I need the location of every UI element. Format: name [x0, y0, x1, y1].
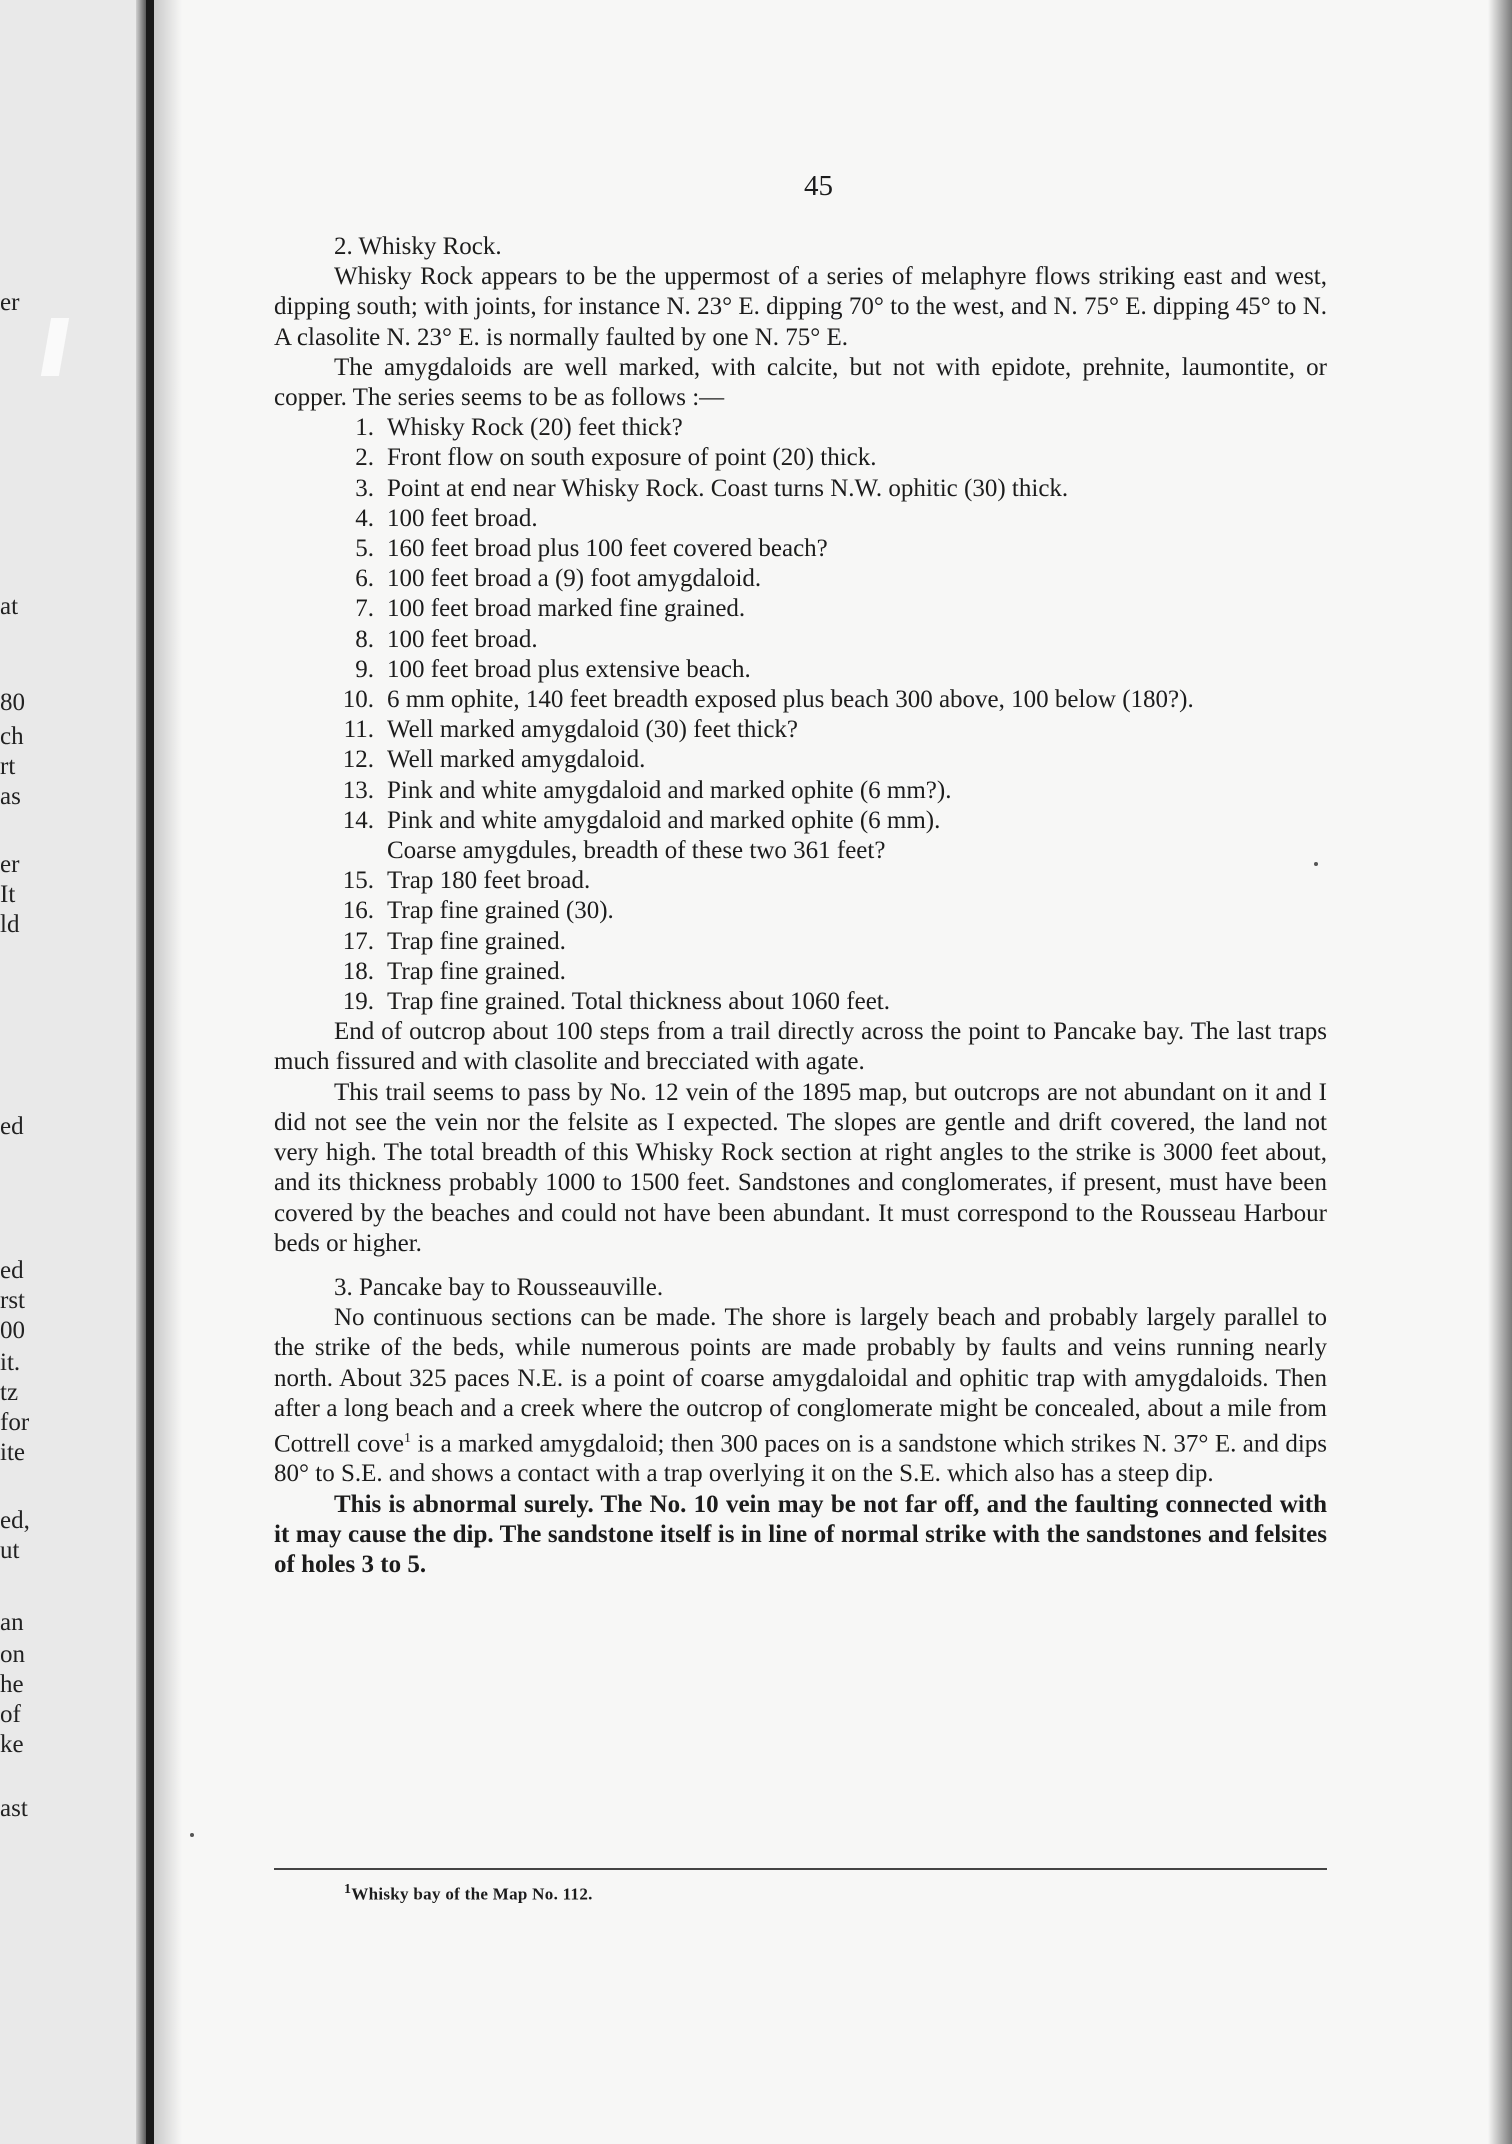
- list-item: 17. Trap fine grained.: [342, 927, 566, 955]
- page: [154, 0, 1512, 2144]
- left-fragment: 80: [0, 689, 25, 716]
- left-fragment: for: [0, 1409, 30, 1436]
- left-fragment: tz: [0, 1379, 19, 1406]
- list-item: 9. 100 feet broad plus extensive beach.: [355, 655, 751, 683]
- left-fragment: ke: [0, 1731, 24, 1758]
- page-number: 45: [804, 170, 833, 202]
- left-fragment: 00: [0, 1317, 25, 1344]
- list-item: 4. 100 feet broad.: [355, 504, 538, 532]
- list-item: 5. 160 feet broad plus 100 feet covered beach?: [355, 535, 828, 563]
- left-page-edge: [0, 0, 146, 2144]
- left-fragment: an: [0, 1609, 24, 1636]
- book-gutter: [146, 0, 154, 2144]
- section-heading: 2. Whisky Rock.: [334, 233, 502, 260]
- list-item: 1. Whisky Rock (20) feet thick?: [355, 414, 683, 442]
- list-item: 14. Pink and white amygdaloid and marked ophite (6 mm).: [342, 806, 941, 834]
- left-fragment: ed,: [0, 1507, 30, 1534]
- left-fragment: ite: [0, 1439, 25, 1466]
- list-item: 2. Front flow on south exposure of point (20) thick.: [355, 444, 877, 472]
- left-fragment: ld: [0, 911, 20, 938]
- left-fragment: It: [0, 881, 16, 908]
- paragraph: This trail seems to pass by No. 12 vein of the 1895 map, but outcrops are not abundant on it and I did not see the vein nor the felsite as I expected. The slopes are gentle and drift covered, the land not very high. The total breadth of this Whisky Rock section at right angles to the strike is 3000 feet about, and its thickness probably 1000 to 1500 feet. Sandstones and conglomerates, if present, must have been covered by the beaches and could not have been abundant. It must correspond to the Rousseau Harbour beds or higher.: [274, 1078, 1327, 1257]
- left-fragment: it.: [0, 1349, 21, 1376]
- list-item: 15. Trap 180 feet broad.: [342, 867, 591, 895]
- left-fragment: at: [0, 593, 19, 620]
- paragraph: No continuous sections can be made. The shore is largely beach and probably largely parallel to the strike of the beds, while numerous points are made probably by faults and veins running nearly north. About 325 paces N.E. is a point of coarse amygdaloidal and ophitic trap with amygdaloids. Then after a long beach and a creek where the outcrop of conglomerate might be concealed, about a mile from Cottrell cove$^1$ is a marked amygdaloid; then 300 paces on is a sandstone which strikes N. 37° E. and dips 80° to S.E. and shows a contact with a trap overlying it on the S.E. which also has a steep dip.: [274, 1304, 1327, 1488]
- list-item: 8. 100 feet broad.: [355, 625, 538, 653]
- left-fragment: rst: [0, 1287, 25, 1314]
- speck: [1314, 862, 1318, 866]
- list-item: 13. Pink and white amygdaloid and marked ophite (6 mm?).: [342, 776, 952, 804]
- list-item-continuation: Coarse amygdules, breadth of these two 361 feet?: [387, 837, 886, 865]
- left-fragment: rt: [0, 753, 16, 780]
- left-fragment: ed: [0, 1257, 24, 1284]
- left-fragment: of: [0, 1701, 21, 1728]
- left-fragment: er: [0, 289, 20, 316]
- ink-mark: [41, 318, 69, 376]
- footnote-marker: 1: [404, 1430, 412, 1446]
- list-item: 16. Trap fine grained (30).: [342, 897, 614, 925]
- list-item: 3. Point at end near Whisky Rock. Coast turns N.W. ophitic (30) thick.: [355, 474, 1069, 502]
- numbered-list: [274, 413, 1327, 1017]
- page-body: [274, 232, 1327, 1580]
- left-fragment: as: [0, 783, 21, 810]
- list-item: 11. Well marked amygdaloid (30) feet thick?: [343, 716, 799, 744]
- list-item: 18. Trap fine grained.: [342, 957, 566, 985]
- section-heading: 3. Pancake bay to Rousseauville.: [334, 1273, 664, 1301]
- left-fragment: ch: [0, 723, 24, 750]
- left-fragment: on: [0, 1641, 25, 1668]
- paragraph: End of outcrop about 100 steps from a trail directly across the point to Pancake bay. The last traps much fissured and with clasolite and brecciated with agate.: [274, 1018, 1327, 1076]
- list-item: 12. Well marked amygdaloid.: [342, 746, 646, 774]
- list-item: 10. 6 mm ophite, 140 feet breadth exposed plus beach 300 above, 100 below (180?).: [342, 686, 1194, 714]
- paragraph: Whisky Rock appears to be the uppermost of a series of melaphyre flows striking east and west, dipping south; with joints, for instance N. 23° E. dipping 70° to the west, and N. 75° E. dipping 45° to N. A clasolite N. 23° E. is normally faulted by one N. 75° E.: [274, 263, 1327, 351]
- list-item: 6. 100 feet broad a (9) foot amygdaloid.: [355, 565, 762, 593]
- list-item: 7. 100 feet broad marked fine grained.: [355, 595, 746, 623]
- left-fragment: ed: [0, 1113, 24, 1140]
- speck: [190, 1833, 194, 1837]
- left-fragment: he: [0, 1671, 24, 1698]
- footnote-rule: [274, 1868, 1327, 1870]
- paragraph: The amygdaloids are well marked, with calcite, but not with epidote, prehnite, laumontite, or copper. The series seems to be as follows :—: [274, 353, 1327, 412]
- paragraph: This is abnormal surely. The No. 10 vein may be not far off, and the faulting connected with it may cause the dip. The sandstone itself is in line of normal strike with the sandstones and felsites of holes 3 to 5.: [274, 1490, 1327, 1579]
- list-item: 19. Trap fine grained. Total thickness about 1060 feet.: [342, 988, 891, 1016]
- left-fragment: ut: [0, 1537, 20, 1564]
- footnote: $^1$Whisky bay of the Map No. 112.: [344, 1882, 593, 1904]
- left-fragment: er: [0, 851, 20, 878]
- left-fragment: ast: [0, 1795, 28, 1822]
